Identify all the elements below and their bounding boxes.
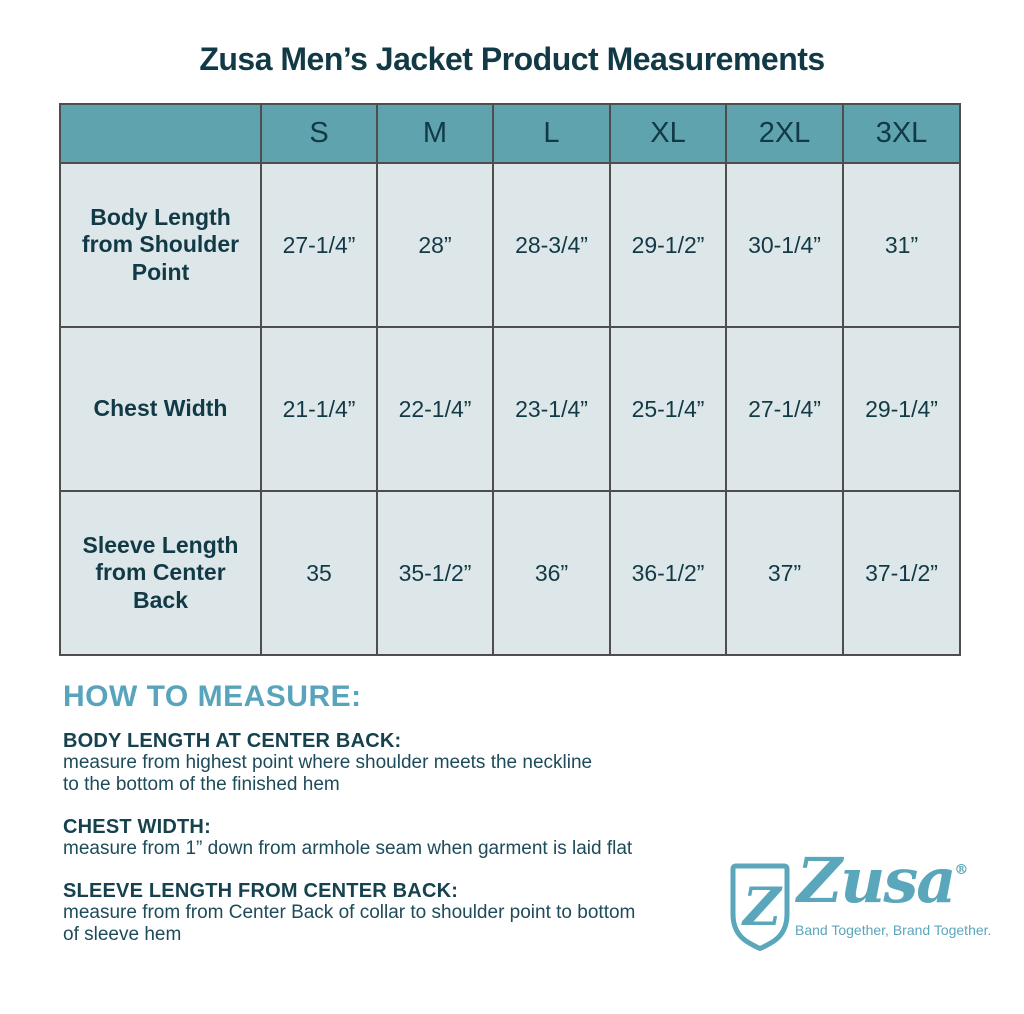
size-header-2xl: 2XL [726,104,843,163]
measurement-value: 25-1/4” [610,327,726,491]
measure-section-text: measure from highest point where shoulder meets the neckline [63,752,593,773]
measurement-value: 31” [843,163,960,327]
table-row-sleeve-length [60,491,960,655]
measure-section-text: to the bottom of the finished hem [63,774,340,795]
how-to-measure-heading: HOW TO MEASURE: [63,680,362,713]
measure-section-text: measure from 1” down from armhole seam when garment is laid flat [63,838,633,859]
measurement-value: 27-1/4” [261,163,377,327]
table-row-chest-width [60,327,960,491]
measurement-value: 28-3/4” [493,163,610,327]
z-monogram-icon: Z [743,877,781,938]
shield-icon [727,862,793,956]
size-header-3xl: 3XL [843,104,960,163]
measure-section-chest-width [63,816,743,860]
zusa-logo [727,844,992,958]
wordmark-text: Zusa [797,844,955,917]
measurement-value: 23-1/4” [493,327,610,491]
size-header-xl: XL [610,104,726,163]
row-label: Body Length from Shoulder Point [60,163,261,327]
measurement-value: 37-1/2” [843,491,960,655]
measurement-value: 29-1/2” [610,163,726,327]
registered-mark: ® [954,862,969,878]
measurement-value: 28” [377,163,493,327]
measurement-value: 30-1/4” [726,163,843,327]
table-row-body-length [60,163,960,327]
row-label: Sleeve Length from Center Back [60,491,261,655]
page-title: Zusa Men’s Jacket Product Measurements [199,41,825,77]
size-header-l: L [493,104,610,163]
size-header-s: S [261,104,377,163]
measurement-value: 27-1/4” [726,327,843,491]
measurement-value: 36-1/2” [610,491,726,655]
row-label: Chest Width [60,327,261,491]
size-header-m: M [377,104,493,163]
measure-section-title: CHEST WIDTH: [63,816,211,838]
size-measurements-table [59,103,961,656]
corner-cell [60,104,261,163]
size-header-row [60,104,960,163]
logo-tagline: Band Together, Brand Together. [795,922,992,938]
measure-section-title: SLEEVE LENGTH FROM CENTER BACK: [63,880,459,902]
measure-section-text: measure from from Center Back of collar to shoulder point to bottom [63,902,636,923]
measurement-value: 35 [261,491,377,655]
how-to-measure-section [63,680,743,966]
measure-section-sleeve-length [63,880,743,946]
measure-section-text: of sleeve hem [63,924,182,945]
zusa-wordmark [797,844,968,917]
measurement-value: 36” [493,491,610,655]
measurement-value: 37” [726,491,843,655]
measurement-value: 35-1/2” [377,491,493,655]
measurement-value: 22-1/4” [377,327,493,491]
measure-section-title: BODY LENGTH AT CENTER BACK: [63,730,402,752]
measurement-value: 29-1/4” [843,327,960,491]
measurement-value: 21-1/4” [261,327,377,491]
measure-section-body-length [63,730,743,796]
